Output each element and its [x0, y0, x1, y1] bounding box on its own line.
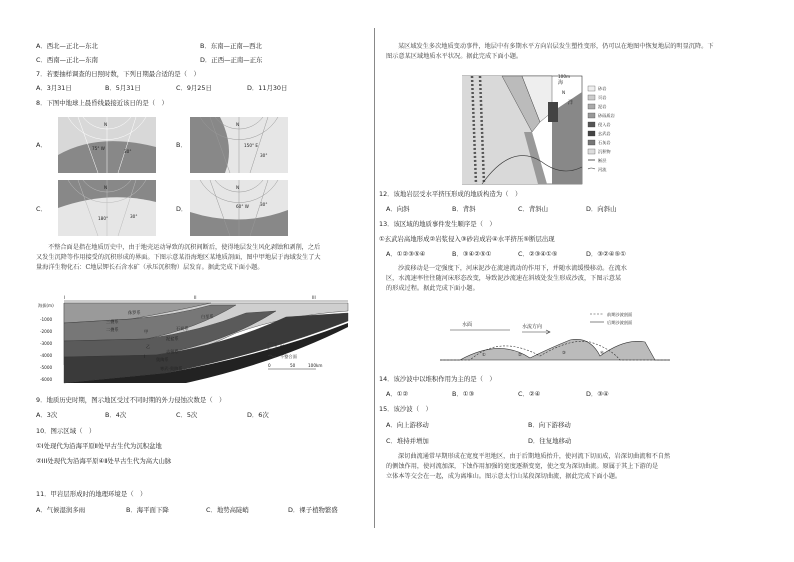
question-13: 13．该区域的地质事件发生顺序是（ ）	[379, 220, 496, 228]
intro-line: 沙波移动是一定强度下，河床泥沙在流速流动的作用下，并随水流缓慢移动。在流水	[398, 265, 627, 272]
question-10: 10．图示区域（ ）	[36, 427, 96, 435]
question-9: 9．地质历史时期，图示地区受过不同时期的外力侵蚀次数是（ ）	[36, 396, 226, 404]
flow-direction-label: 水流方向	[522, 324, 543, 330]
q7-option-d: D．11月30日	[247, 84, 288, 92]
q12-option-c: C．背斜山	[518, 205, 549, 213]
wave-number: ①	[482, 352, 486, 357]
q11-option-b: B．海平面下降	[126, 506, 169, 514]
q14-option-a: A．①②	[386, 390, 409, 398]
outro-paragraph	[386, 452, 758, 482]
legend-unconformity: 不整合面	[280, 354, 297, 359]
elevation-axis-title: 海拔(m)	[38, 303, 54, 308]
layer-label: 白垩系	[201, 314, 214, 319]
q8-label-a: A．	[36, 141, 47, 149]
q9-option-b: B．4次	[105, 411, 127, 419]
intro-line: 不整合面是指在地质历史中，由于地壳运动导致的沉积间断后，使得地层发生风化剥蚀和剥削，之后	[48, 244, 321, 251]
intro-paragraph-left	[36, 243, 366, 273]
meridian-label: 180°	[98, 216, 109, 221]
meridian-label: 150° E	[244, 143, 259, 148]
q15-option-b: B．向下游移动	[528, 421, 571, 429]
legend-late-profile: 后期沙波剖面	[607, 320, 633, 325]
legend-item: 石灰岩	[598, 140, 611, 145]
q13-events: ①玄武岩高地形成②岩浆侵入③砂岩成岩④水平挤压⑤断层出现	[379, 235, 555, 243]
tick-label: -4000	[40, 353, 53, 358]
tick-label: -5000	[40, 365, 53, 370]
q15-option-c: C．堆持并增加	[386, 437, 429, 445]
intro-line: 立体本等交会在一起，成为离堆山。图示意太行山某段深切曲流，据此完成下面小题。	[386, 473, 622, 480]
q8-diagram-b	[190, 117, 288, 173]
north-label: N	[562, 90, 566, 95]
q13-option-d: D．③②④⑤①	[586, 250, 626, 258]
q12-option-b: B．背斜	[452, 205, 476, 213]
tick-label: -3000	[40, 341, 53, 346]
layer-label: 志留系	[166, 349, 179, 354]
map-scale: 100m	[558, 74, 571, 79]
wave-number: ②	[518, 352, 522, 357]
legend-item: 断层	[598, 158, 607, 163]
latitude-label: 30°	[260, 153, 268, 158]
q7-option-a: A．3月31日	[36, 84, 72, 92]
latitude-label: 30°	[124, 149, 132, 154]
q6-option-c: C．西南—正北—东南	[36, 56, 98, 64]
intro-line: 又发生沉降等作用接受的沉积形成的界面。下图示意某沿海地区某地质剖面，图中甲地层于海域发生了大	[36, 254, 321, 261]
question-15: 15．该沙波（ ）	[379, 405, 432, 413]
wave-number: ④	[600, 350, 604, 355]
q11-option-d: D．裸子植物繁盛	[288, 506, 338, 514]
intro-line: 的侧蚀作用，使河流加深，下蚀作用加强的宽度逐渐变宽，使之变为深切曲流。原属于其上下游的是	[386, 463, 659, 470]
intro-line: 图示意某区域地质水平状况。据此完成下面小题。	[386, 53, 523, 60]
intro-line: 量海洋生物化石：C地层钾长石含水矿（承压沉积物）层发育。据此完成下面小题。	[36, 264, 264, 271]
scale-label: 50	[290, 363, 296, 368]
q13-option-b: B．③④②⑤①	[452, 250, 492, 258]
q13-option-c: C．②③④①⑤	[518, 250, 558, 258]
q11-option-c: C．地势高陡峭	[206, 506, 249, 514]
intro-paragraph-right	[386, 42, 758, 62]
q14-option-d: D．③④	[586, 390, 609, 398]
north-label: N	[104, 122, 108, 127]
mark: I	[144, 354, 146, 359]
scale-label: 100km	[308, 363, 323, 368]
q7-option-c: C．9月25日	[176, 84, 212, 92]
q11-option-a: A．气候湿润多雨	[36, 506, 86, 514]
legend-item: 侵入岩	[598, 122, 611, 127]
latitude-label: 30°	[130, 214, 138, 219]
layer-label: 三叠系	[106, 319, 119, 324]
geological-section-figure	[36, 293, 354, 388]
legend-item: 泥岩	[598, 104, 607, 109]
intro-line: 某区域发生多次地质变动事件，地层中有多期水平方向岩层发生塑性变形，仍可以在地图中恢复地层的明显沉降。下	[398, 43, 714, 50]
legend-item: 砂砾质岩	[598, 113, 615, 118]
latitude-label: 30°	[260, 202, 268, 207]
q14-option-c: C．②④	[518, 390, 541, 398]
intro-line: 区，水流速率往往随河床形态改变，导致泥沙流速在斜坡处发生形成沙波，下图示意某	[386, 275, 622, 282]
q10-statement: ①I处现代为沿海平原Ⅱ处早古生代为沉积盆地	[36, 442, 162, 450]
q15-option-a: A．向上游移动	[386, 421, 429, 429]
meridian-label: 75° W	[92, 146, 105, 151]
mark: 乙	[146, 344, 151, 349]
tick-label: -2000	[40, 329, 53, 334]
legend-item: 玄武岩	[598, 131, 611, 136]
q6-option-d: D．正西—正南—正东	[200, 56, 263, 64]
question-12: 12．该地岩层受水平挤压形成的地质构造为（ ）	[379, 190, 522, 198]
legend-item: 页岩	[598, 95, 607, 100]
layer-label: 二叠系	[106, 327, 119, 332]
q8-diagram-c	[58, 180, 156, 236]
map-label-ocean: 洋	[568, 100, 574, 106]
q8-diagram-a	[58, 117, 156, 173]
q9-option-d: D．6次	[247, 411, 269, 419]
layer-label: 奥陶系	[156, 357, 169, 362]
q8-diagram-d	[190, 180, 288, 236]
marker: II	[194, 295, 197, 300]
q9-option-c: C．5次	[176, 411, 198, 419]
scale-label: 0	[268, 363, 271, 368]
q13-option-a: A．①②③⑤④	[386, 250, 426, 258]
map-label-sea: 海	[558, 80, 564, 86]
question-8: 8．下图中地球上晨昏线最接近该日的是（ ）	[36, 99, 168, 107]
layer-label: 泥盆系	[166, 336, 179, 341]
map-legend	[588, 85, 616, 173]
north-label: N	[236, 122, 240, 127]
intro-line: 的形成过程。据此完成下面小题。	[386, 285, 479, 292]
legend-item: 沉积物	[598, 149, 611, 154]
legend-item: 砂岩	[598, 86, 607, 91]
column-divider	[374, 28, 375, 528]
q8-label-d: D．	[176, 205, 188, 213]
q14-option-b: B．①③	[452, 390, 475, 398]
layer-label: 侏罗系	[128, 310, 141, 315]
meridian-label: 60° W	[236, 204, 249, 209]
mark: 甲	[144, 329, 149, 334]
q6-option-b: B．东南—正南—西北	[200, 42, 262, 50]
tick-label: -6000	[40, 377, 53, 382]
q8-label-b: B．	[176, 141, 187, 149]
legend-fault: 断层	[280, 344, 289, 349]
q15-option-d: D．往复地移动	[528, 437, 572, 445]
q12-option-d: D．向斜山	[586, 205, 617, 213]
marker: III	[312, 295, 316, 300]
q8-label-c: C．	[36, 205, 47, 213]
marker: I	[64, 295, 66, 300]
question-11: 11．甲岩层形成时的地理环境是（ ）	[36, 490, 147, 498]
q7-option-b: B．5月31日	[105, 84, 141, 92]
question-14: 14．该沙波中以堆积作用为主的是（ ）	[379, 375, 496, 383]
intro-paragraph-2	[386, 264, 758, 294]
sand-wave-figure	[440, 308, 670, 366]
q9-option-a: A．3次	[36, 411, 58, 419]
intro-line: 深切曲流通常早期形成在宽度平坦地区，由于后期地质抬升，使河流下切而成，岩深切曲流和不自然	[398, 453, 671, 460]
wave-number: ③	[562, 350, 566, 355]
question-7: 7．若要抽样调查的日照时数，下列日期最合适的是（ ）	[36, 70, 200, 78]
north-label: N	[104, 185, 108, 190]
q10-statement: ②III处现代为沿海平原④Ⅱ处早古生代为高大山脉	[36, 457, 172, 465]
tick-label: -1000	[40, 317, 53, 322]
geologic-map-figure	[462, 72, 634, 186]
layer-label: 寒武-奥陶系	[160, 366, 183, 371]
legend-early-profile: 前期沙波剖面	[607, 312, 633, 317]
q12-option-a: A．向斜	[386, 205, 410, 213]
north-label: N	[236, 185, 240, 190]
layer-label: 石炭系	[176, 326, 189, 331]
legend-item: 河流	[598, 167, 607, 172]
q6-option-a: A．西北—正北—东北	[36, 42, 98, 50]
water-surface-label: 水面	[462, 322, 473, 328]
